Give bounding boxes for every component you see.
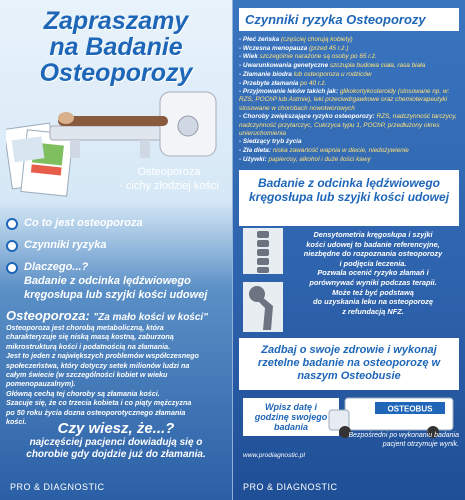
risk-key: - Przyjmowanie leków takich jak: — [239, 88, 339, 96]
osteo-head-text: Osteoporoza: — [6, 308, 90, 323]
leaflet-title — [10, 8, 222, 86]
densito-line: niezbędne do rozpoznania osteoporozy — [303, 249, 443, 259]
risk-key: - Wiek — [239, 53, 258, 61]
risk-item — [239, 62, 459, 70]
section-label-text: Dlaczego...? — [24, 261, 89, 273]
risk-key: - Płeć żeńska — [239, 36, 280, 43]
title-line: Zapraszamy — [43, 7, 189, 35]
risk-value: niska zawartość wapnia w diecie, niedożywienie — [270, 147, 409, 155]
osteobus-section — [239, 394, 459, 460]
densitometry-text — [289, 230, 457, 316]
densito-line: i podjęcia leczenia. — [339, 258, 407, 268]
motto — [110, 165, 228, 193]
section-item — [6, 260, 228, 302]
osteo-line: społeczeństwa, który dotyczy setek milionów ludzi na — [6, 360, 190, 370]
risk-key: - Używki: — [239, 155, 267, 163]
osteo-line: Osteoporoza jest chorobą metaboliczną, która — [6, 323, 164, 332]
bullet-icon — [6, 240, 18, 252]
section-item — [6, 238, 228, 252]
risk-key: - Choroby zwiększające ryzyko osteoporozy: — [239, 113, 375, 121]
risk-item — [239, 36, 459, 44]
question-heading: Czy wiesz, że...? — [57, 420, 175, 437]
brand-logo: PRO & DIAGNOSTIC — [10, 482, 105, 492]
risk-value: (częściej chorują kobiety) — [279, 36, 353, 43]
section-label: Czynniki ryzyka — [24, 239, 107, 251]
risk-value: RZS, nadczynność tarczycy, nadczynność przytarczyc, Cukrzyca typu 1, POChP, przedłużony okres unieruchomienia — [239, 113, 457, 137]
osteo-definition — [6, 308, 224, 426]
risk-item — [239, 138, 459, 146]
densito-line: do uzyskania leku na osteoporozę — [313, 297, 433, 307]
bus-name-text: OSTEOBUS — [387, 404, 433, 414]
question-line: chorobie gdy dojdzie już do złamania. — [26, 449, 206, 460]
risk-item — [239, 80, 459, 88]
question-line: najczęściej pacjenci dowiadują się o — [29, 437, 203, 448]
osteo-quote: "Za mało kości w kości" — [93, 312, 208, 323]
densito-line: Densytometria kręgosłupa i szyjki — [313, 230, 433, 239]
risk-key: - Przebyte złamania — [239, 79, 299, 87]
densito-line: Może też być podstawą — [332, 287, 414, 297]
osteo-line: kości. — [6, 417, 27, 427]
risk-item — [239, 156, 459, 164]
section-list — [6, 216, 228, 310]
section-item — [6, 216, 228, 230]
osteo-heading — [6, 308, 224, 323]
brand-logo: PRO & DIAGNOSTIC — [243, 482, 338, 492]
title-line: na Badanie — [49, 33, 183, 61]
osteo-line: po 50 roku życia dozna osteoporotycznego złamania — [6, 407, 186, 417]
risk-value: glikokortykosteroidy (stosowane np. w: RZS, POChP lub Astmie), leki przeciwdrgawkowe oraz chemioterapeutyki stosowane w chorobach nowotworowych — [239, 88, 450, 112]
exam-box: Badanie z odcinka lędźwiowego kręgosłupa lub szyjki kości udowej — [239, 170, 459, 226]
risk-item — [239, 88, 459, 113]
risk-list — [239, 36, 459, 165]
risk-value: lub osteoporoza u rodziców — [291, 70, 372, 78]
risk-value: szczupła budowa ciała, rasa biała — [328, 62, 426, 70]
cta-box: Zadbaj o swoje zdrowie i wykonaj rzetelne badanie na osteoporozę w naszym Osteobusie — [239, 338, 459, 390]
osteo-line: Jest to jeden z największych problemów współczesnego — [6, 351, 199, 361]
densito-line: z refundacją NFZ. — [342, 306, 404, 316]
risk-key: - Siedzący tryb życia — [239, 138, 302, 146]
risk-value: (przed 45 r.ż.) — [307, 44, 349, 52]
osteo-line: pomenopauzalnym). — [6, 379, 76, 389]
risk-key: - Złamanie biodra — [239, 70, 292, 78]
bullet-icon — [6, 218, 18, 230]
risk-item — [239, 113, 459, 138]
risk-key: - Wczesna menopauza — [239, 44, 308, 52]
osteo-text — [6, 323, 224, 426]
risk-item — [239, 53, 459, 61]
risk-item — [239, 147, 459, 155]
section-label — [24, 260, 228, 302]
title-line: Osteoporozy — [39, 59, 193, 87]
osteo-line: charakteryzuje się niską masą kostną, zaburzoną — [6, 332, 174, 342]
hip-xray-image — [243, 282, 283, 332]
website-url: www.prodiagnostic.pl — [243, 452, 305, 459]
bullet-icon — [6, 262, 18, 274]
osteo-line: Główną cechą tej choroby są złamania kości. — [6, 388, 160, 398]
densito-line: Pozwala ocenić ryzyko złamań i — [317, 268, 429, 278]
motto-line: - cichy złodziej kości — [119, 180, 219, 192]
osteo-line: całym świecie (w szczególności kobiet w wieku — [6, 370, 168, 380]
densito-line: kości udowej to badanie referencyjne, — [306, 239, 440, 249]
section-label: Co to jest osteoporoza — [24, 217, 143, 229]
spine-xray-image — [243, 228, 283, 274]
bus-note: Bezpośredni po wykonaniu badania pacjent otrzymuje wynik. — [348, 432, 459, 448]
densitometer-image — [40, 86, 228, 162]
risk-key: - Uwarunkowania genetyczne — [239, 62, 329, 70]
right-panel — [233, 0, 465, 500]
densitometry-section — [239, 228, 459, 336]
risk-key: - Zła dieta: — [239, 147, 271, 155]
densito-line: porównywać wyniki podczas terapii. — [309, 277, 437, 287]
date-time-label: Wpisz datę i godzinę swojego badania — [243, 398, 339, 436]
osteo-line: Szacuje się, że co trzecia kobieta i co piąty mężczyzna — [6, 398, 192, 408]
section-sub: Badanie z odcinka lędźwiowego kręgosłupa lub szyjki kości udowej — [24, 275, 208, 301]
left-panel — [0, 0, 232, 500]
risk-item — [239, 71, 459, 79]
did-you-know — [6, 420, 226, 461]
risk-header: Czynniki ryzyka Osteoporozy — [239, 8, 459, 31]
risk-value: papierosy, alkohol i duże ilości kawy — [266, 155, 371, 163]
question-body — [6, 437, 226, 461]
risk-value: szczególnie narażone są osoby po 65 r.ż. — [257, 53, 377, 61]
motto-line: Osteoporoza — [137, 166, 201, 178]
risk-value: po 40 r.ż. — [298, 79, 327, 87]
osteo-line: mikrostrukturą kości i podatnością na złamania. — [6, 341, 171, 351]
risk-item — [239, 45, 459, 53]
